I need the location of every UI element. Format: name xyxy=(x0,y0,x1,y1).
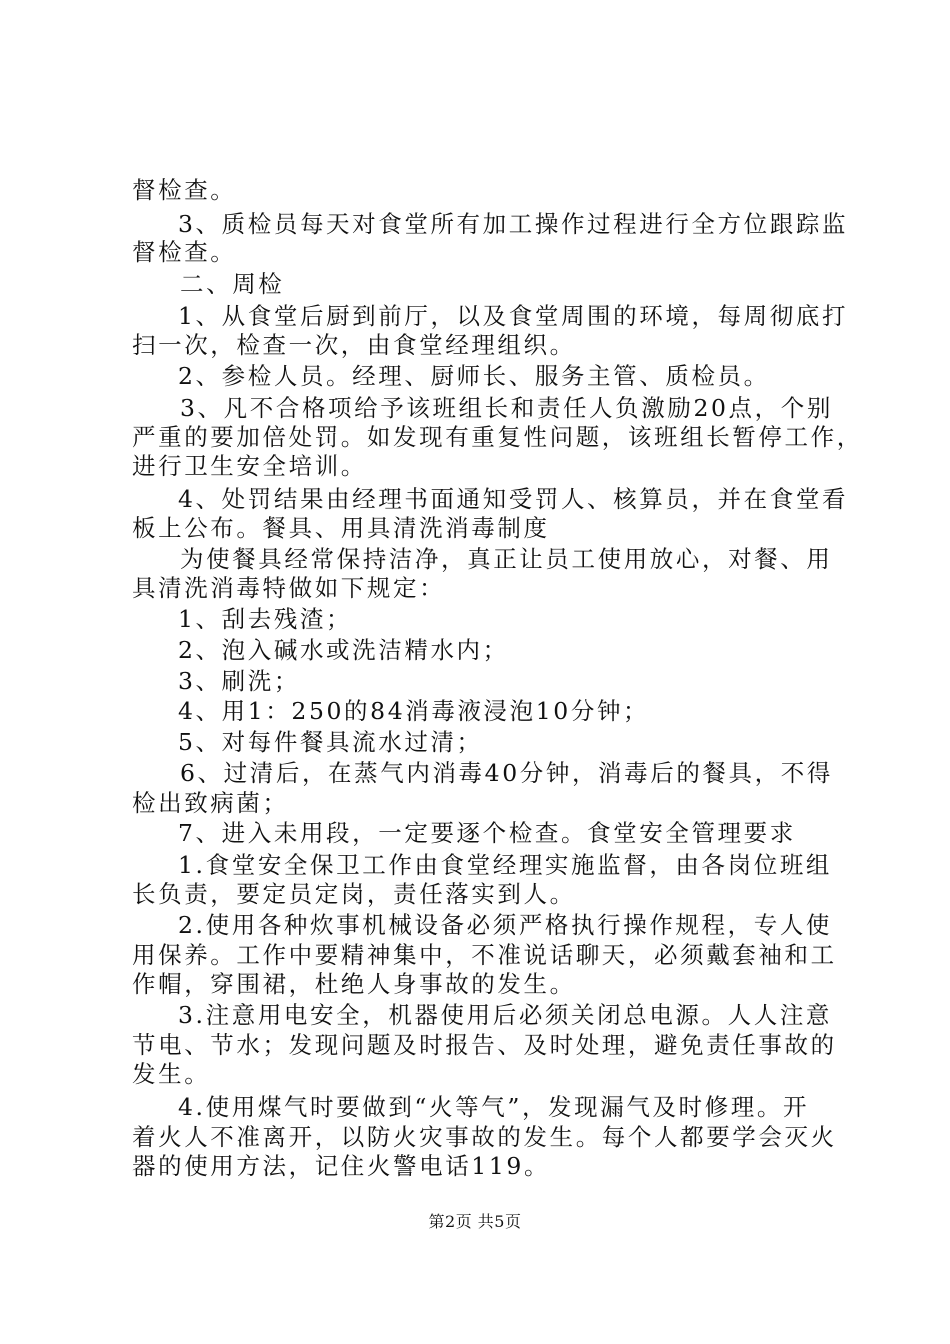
text-line: 4、处罚结果由经理书面通知受罚人、核算员，并在食堂看 xyxy=(178,485,849,513)
list-item: 6、过清后，在蒸气内消毒40分钟，消毒后的餐具，不得 xyxy=(180,759,833,787)
text-line: 为使餐具经常保持洁净，真正让员工使用放心，对餐、用 xyxy=(180,545,833,573)
list-item: 3、刷洗； xyxy=(178,667,300,695)
text-line: 3.注意用电安全，机器使用后必须关闭总电源。人人注意 xyxy=(178,1001,833,1029)
text-line: 器的使用方法，记住火警电话119。 xyxy=(132,1152,551,1180)
text-line: 严重的要加倍处罚。如发现有重复性问题，该班组长暂停工作， xyxy=(132,423,863,451)
text-line: 发生。 xyxy=(132,1060,211,1088)
text-line: 具清洗消毒特做如下规定： xyxy=(132,574,446,602)
text-line: 2、参检人员。经理、厨师长、服务主管、质检员。 xyxy=(178,362,770,390)
text-line: 进行卫生安全培训。 xyxy=(132,452,367,480)
text-line: 用保养。工作中要精神集中，不准说话聊天，必须戴套袖和工 xyxy=(132,941,837,969)
list-item: 2、泡入碱水或洗洁精水内； xyxy=(178,636,509,664)
list-item: 1、刮去残渣； xyxy=(178,605,353,633)
text-line: 长负责，要定员定岗，责任落实到人。 xyxy=(132,880,576,908)
page-number: 第2页 共5页 xyxy=(428,1212,522,1231)
list-item: 7、进入未用段，一定要逐个检查。食堂安全管理要求 xyxy=(178,819,796,847)
text-line: 1、从食堂后厨到前厅，以及食堂周围的环境，每周彻底打 xyxy=(178,302,849,330)
text-line: 2.使用各种炊事机械设备必须严格执行操作规程，专人使 xyxy=(178,911,833,939)
list-item: 5、对每件餐具流水过清； xyxy=(178,728,483,756)
section-heading: 二、周检 xyxy=(180,270,285,298)
text-line: 督检查。 xyxy=(132,176,237,204)
text-line: 节电、节水；发现问题及时报告、及时处理，避免责任事故的 xyxy=(132,1031,837,1059)
text-line: 1.食堂安全保卫工作由食堂经理实施监督，由各岗位班组 xyxy=(178,851,833,879)
text-line: 4.使用煤气时要做到“火等气”，发现漏气及时修理。开 xyxy=(178,1093,810,1121)
text-line: 3、质检员每天对食堂所有加工操作过程进行全方位跟踪监 xyxy=(178,210,849,238)
text-line: 作帽，穿围裙，杜绝人身事故的发生。 xyxy=(132,970,576,998)
list-item: 4、用1：250的84消毒液浸泡10分钟； xyxy=(178,697,650,725)
text-line: 着火人不准离开，以防火灾事故的发生。每个人都要学会灭火 xyxy=(132,1123,837,1151)
text-line: 板上公布。餐具、用具清洗消毒制度 xyxy=(132,514,550,542)
text-line: 3、凡不合格项给予该班组长和责任人负激励20点，个别 xyxy=(180,394,833,422)
text-line: 扫一次，检查一次，由食堂经理组织。 xyxy=(132,331,576,359)
text-line: 督检查。 xyxy=(132,238,237,266)
text-line: 检出致病菌； xyxy=(132,789,289,817)
